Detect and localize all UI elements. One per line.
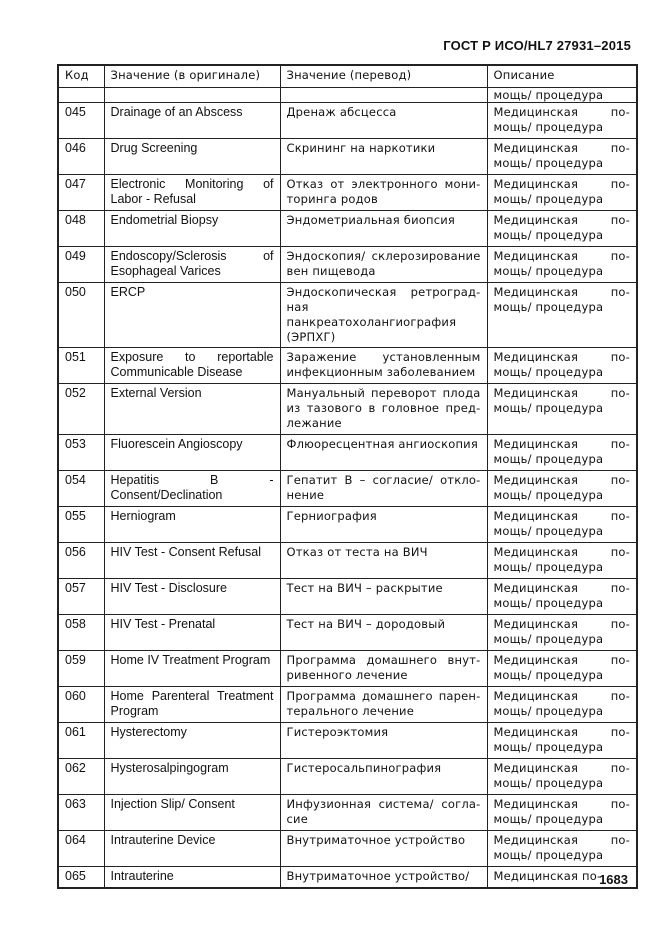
translation-cell: Тест на ВИЧ – дородовый [280,615,487,651]
translation-cell: Дренаж абсцесса [280,103,487,139]
description-cell: Медицинская по-мощь/ процедура [487,211,637,247]
continuation-description-cell: мощь/ процедура [487,88,637,103]
code-cell: 045 [58,103,104,139]
table-row [58,543,637,579]
original-cell: Home Parenteral Treatment Program [104,687,280,723]
description-cell: Медицинская по-мощь/ процедура [487,831,637,867]
code-cell: 051 [58,348,104,384]
code-cell: 053 [58,435,104,471]
description-cell: Медицинская по-мощь/ процедура [487,615,637,651]
translation-cell: Флюоресцентная ангиоскопия [280,435,487,471]
code-cell: 061 [58,723,104,759]
table-row [58,103,637,139]
description-cell: Медицинская по-мощь/ процедура [487,175,637,211]
description-cell: Медицинская по-мощь/ процедура [487,543,637,579]
original-cell: Endometrial Biopsy [104,211,280,247]
original-cell: Drug Screening [104,139,280,175]
description-cell: Медицинская по-мощь/ процедура [487,435,637,471]
table-row [58,211,637,247]
translation-cell: Гистероэктомия [280,723,487,759]
description-cell: Медицинская по-мощь/ процедура [487,687,637,723]
translation-cell: Внутриматочное устройство [280,831,487,867]
code-cell: 046 [58,139,104,175]
original-cell: Intrauterine [104,867,280,889]
original-cell: HIV Test - Prenatal [104,615,280,651]
table-row [58,579,637,615]
code-cell: 063 [58,795,104,831]
description-cell: Медицинская по-мощь/ процедура [487,651,637,687]
description-cell: Медицинская по-мощь/ процедура [487,471,637,507]
description-cell: Медицинская по-мощь/ процедура [487,103,637,139]
document-header: ГОСТ Р ИСО/HL7 27931–2015 [443,38,631,53]
code-cell: 065 [58,867,104,889]
code-cell: 058 [58,615,104,651]
table-row [58,247,637,283]
description-cell: Медицинская по-мощь/ процедура [487,759,637,795]
original-cell: ERCP [104,283,280,348]
translation-cell: Эндоскопия/ склерозирование вен пищевода [280,247,487,283]
original-cell: Endoscopy/Sclerosis of Esophageal Varices [104,247,280,283]
table-row [58,759,637,795]
continuation-row [58,88,637,103]
table-row [58,435,637,471]
table-row [58,507,637,543]
description-cell: Медицинская по-мощь/ процедура [487,507,637,543]
code-cell: 059 [58,651,104,687]
table-row [58,139,637,175]
original-cell: Intrauterine Device [104,831,280,867]
translation-cell: Программа домашнего парен-терального лечение [280,687,487,723]
continuation-original-cell [104,88,280,103]
original-cell: Electronic Monitoring of Labor - Refusal [104,175,280,211]
code-cell: 060 [58,687,104,723]
description-cell: Медицинская по-мощь/ процедура [487,348,637,384]
code-cell: 062 [58,759,104,795]
description-cell: Медицинская по-мощь/ процедура [487,139,637,175]
translation-cell: Гепатит В – согласие/ откло-нение [280,471,487,507]
code-cell: 057 [58,579,104,615]
original-cell: Hysterosalpingogram [104,759,280,795]
table-row [58,795,637,831]
translation-cell: Герниография [280,507,487,543]
original-cell: HIV Test - Consent Refusal [104,543,280,579]
original-cell: Drainage of an Abscess [104,103,280,139]
table-row [58,651,637,687]
table-row [58,348,637,384]
translation-cell: Скрининг на наркотики [280,139,487,175]
original-cell: Home IV Treatment Program [104,651,280,687]
continuation-code-cell [58,88,104,103]
table-row [58,615,637,651]
translation-cell: Внутриматочное устройство/ [280,867,487,889]
translation-cell: Отказ от теста на ВИЧ [280,543,487,579]
original-cell: HIV Test - Disclosure [104,579,280,615]
code-table [57,64,638,889]
table-row [58,471,637,507]
code-cell: 048 [58,211,104,247]
description-cell: Медицинская по-мощь/ процедура [487,723,637,759]
code-cell: 064 [58,831,104,867]
table-row [58,723,637,759]
original-cell: Fluorescein Angioscopy [104,435,280,471]
code-cell: 054 [58,471,104,507]
translation-cell: Заражение установленным инфекционным заболеванием [280,348,487,384]
code-cell: 052 [58,384,104,435]
original-cell: Exposure to reportable Communicable Disease [104,348,280,384]
description-cell: Медицинская по-мощь/ процедура [487,579,637,615]
translation-cell: Мануальный переворот плода из тазового в головное пред-лежание [280,384,487,435]
translation-cell: Тест на ВИЧ – раскрытие [280,579,487,615]
original-cell: Hepatitis B - Consent/Declination [104,471,280,507]
description-cell: Медицинская по-мощь/ процедура [487,247,637,283]
description-cell: Медицинская по- [487,867,637,889]
table-row [58,867,637,889]
code-cell: 055 [58,507,104,543]
translation-cell: Гистеросальпинография [280,759,487,795]
original-cell: Herniogram [104,507,280,543]
description-cell: Медицинская по-мощь/ процедура [487,384,637,435]
original-cell: Hysterectomy [104,723,280,759]
code-cell: 047 [58,175,104,211]
column-header-translation: Значение (перевод) [280,65,487,88]
column-header-code: Код [58,65,104,88]
code-cell: 056 [58,543,104,579]
translation-cell: Инфузионная система/ согла-сие [280,795,487,831]
description-cell: Медицинская по-мощь/ процедура [487,283,637,348]
code-cell: 050 [58,283,104,348]
column-header-description: Описание [487,65,637,88]
description-cell: Медицинская по-мощь/ процедура [487,795,637,831]
translation-cell: Эндометриальная биопсия [280,211,487,247]
translation-cell: Программа домашнего внут-ривенного лечение [280,651,487,687]
translation-cell: Эндоскопическая ретроград-ная панкреатохолангиография (ЭРПХГ) [280,283,487,348]
table-header-row [58,65,637,88]
translation-cell: Отказ от электронного мони-торинга родов [280,175,487,211]
table-row [58,384,637,435]
column-header-original: Значение (в оригинале) [104,65,280,88]
original-cell: Injection Slip/ Consent [104,795,280,831]
table-row [58,175,637,211]
table-row [58,283,637,348]
code-cell: 049 [58,247,104,283]
table-row [58,687,637,723]
original-cell: External Version [104,384,280,435]
table-row [58,831,637,867]
page-number: 1683 [599,872,628,887]
continuation-translation-cell [280,88,487,103]
